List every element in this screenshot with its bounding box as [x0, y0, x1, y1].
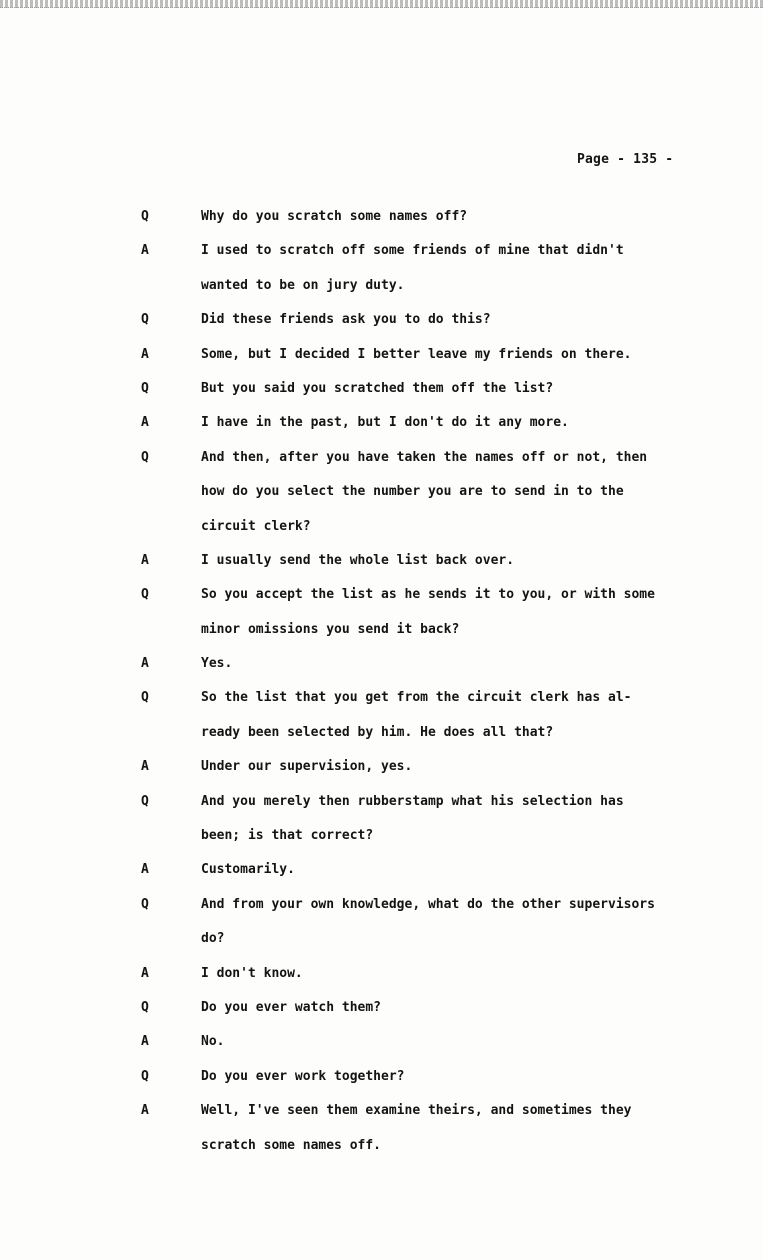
text-line: No. — [201, 1034, 225, 1050]
speaker-label: A — [141, 656, 149, 672]
entry-text — [201, 785, 746, 854]
transcript-entry — [0, 785, 763, 854]
text-line: Do you ever watch them? — [201, 999, 382, 1015]
speaker-label: A — [141, 346, 149, 362]
speaker-label: Q — [141, 1068, 149, 1084]
entry-text — [201, 234, 746, 303]
entry-text — [201, 200, 746, 234]
speaker-label: Q — [141, 380, 149, 396]
text-line: circuit clerk? — [201, 518, 311, 534]
transcript-entry — [0, 372, 763, 406]
text-line: Yes. — [201, 656, 233, 672]
transcript-entry — [0, 544, 763, 578]
entry-text — [201, 681, 746, 750]
scan-top-edge — [0, 0, 763, 8]
transcript-body — [0, 200, 763, 1163]
speaker-label: Q — [141, 209, 149, 224]
text-line: been; is that correct? — [201, 828, 374, 844]
transcript-entry — [0, 578, 763, 647]
text-line: scratch some names off. — [201, 1137, 382, 1153]
text-line: Do you ever work together? — [201, 1068, 405, 1084]
page-number: Page - 135 - — [577, 152, 674, 167]
text-line: So you accept the list as he sends it to you, or with some — [201, 587, 655, 603]
text-line: And from your own knowledge, what do the other supervisors — [201, 896, 655, 912]
transcript-entry — [0, 1094, 763, 1163]
transcript-entry — [0, 957, 763, 991]
speaker-label: Q — [141, 999, 149, 1015]
entry-text — [201, 991, 746, 1025]
speaker-label: Q — [141, 587, 149, 603]
transcript-entry — [0, 888, 763, 957]
transcript-entry — [0, 1025, 763, 1059]
text-line: I usually send the whole list back over. — [201, 552, 515, 568]
speaker-label: A — [141, 965, 149, 981]
text-line: how do you select the number you are to send in to the — [201, 484, 624, 500]
speaker-label: A — [141, 552, 149, 568]
speaker-label: A — [141, 1034, 149, 1050]
transcript-entry — [0, 200, 763, 234]
transcript-entry — [0, 303, 763, 337]
transcript-entry — [0, 406, 763, 440]
speaker-label: Q — [141, 690, 149, 706]
entry-text — [201, 372, 746, 406]
entry-text — [201, 544, 746, 578]
speaker-label: A — [141, 759, 149, 775]
text-line: I have in the past, but I don't do it any more. — [201, 415, 569, 431]
transcript-entry — [0, 234, 763, 303]
entry-text — [201, 578, 746, 647]
transcript-entry — [0, 338, 763, 372]
transcript-entry — [0, 647, 763, 681]
text-line: Why do you scratch some names off? — [201, 209, 468, 224]
entry-text — [201, 1094, 746, 1163]
entry-text — [201, 647, 746, 681]
entry-text — [201, 750, 746, 784]
speaker-label: Q — [141, 793, 149, 809]
transcript-entry — [0, 750, 763, 784]
transcript-entry — [0, 1060, 763, 1094]
text-line: I don't know. — [201, 965, 303, 981]
entry-text — [201, 888, 746, 957]
entry-text — [201, 957, 746, 991]
text-line: Customarily. — [201, 862, 295, 878]
speaker-label: Q — [141, 449, 149, 465]
entry-text — [201, 441, 746, 544]
entry-text — [201, 1025, 746, 1059]
text-line: do? — [201, 931, 225, 947]
entry-text — [201, 1060, 746, 1094]
text-line: wanted to be on jury duty. — [201, 277, 405, 293]
speaker-label: A — [141, 862, 149, 878]
transcript-entry — [0, 681, 763, 750]
transcript-entry — [0, 441, 763, 544]
entry-text — [201, 853, 746, 887]
speaker-label: Q — [141, 312, 149, 328]
text-line: And you merely then rubberstamp what his selection has — [201, 793, 624, 809]
text-line: ready been selected by him. He does all that? — [201, 724, 554, 740]
speaker-label: Q — [141, 896, 149, 912]
text-line: Some, but I decided I better leave my friends on there. — [201, 346, 632, 362]
text-line: minor omissions you send it back? — [201, 621, 460, 637]
text-line: Under our supervision, yes. — [201, 759, 413, 775]
entry-text — [201, 338, 746, 372]
text-line: Did these friends ask you to do this? — [201, 312, 491, 328]
transcript-entry — [0, 853, 763, 887]
text-line: So the list that you get from the circuit clerk has al- — [201, 690, 632, 706]
text-line: And then, after you have taken the names off or not, then — [201, 449, 648, 465]
entry-text — [201, 303, 746, 337]
text-line: But you said you scratched them off the list? — [201, 380, 554, 396]
text-line: Well, I've seen them examine theirs, and sometimes they — [201, 1103, 632, 1119]
entry-text — [201, 406, 746, 440]
transcript-entry — [0, 991, 763, 1025]
text-line: I used to scratch off some friends of mine that didn't — [201, 243, 624, 259]
speaker-label: A — [141, 1103, 149, 1119]
speaker-label: A — [141, 415, 149, 431]
speaker-label: A — [141, 243, 149, 259]
